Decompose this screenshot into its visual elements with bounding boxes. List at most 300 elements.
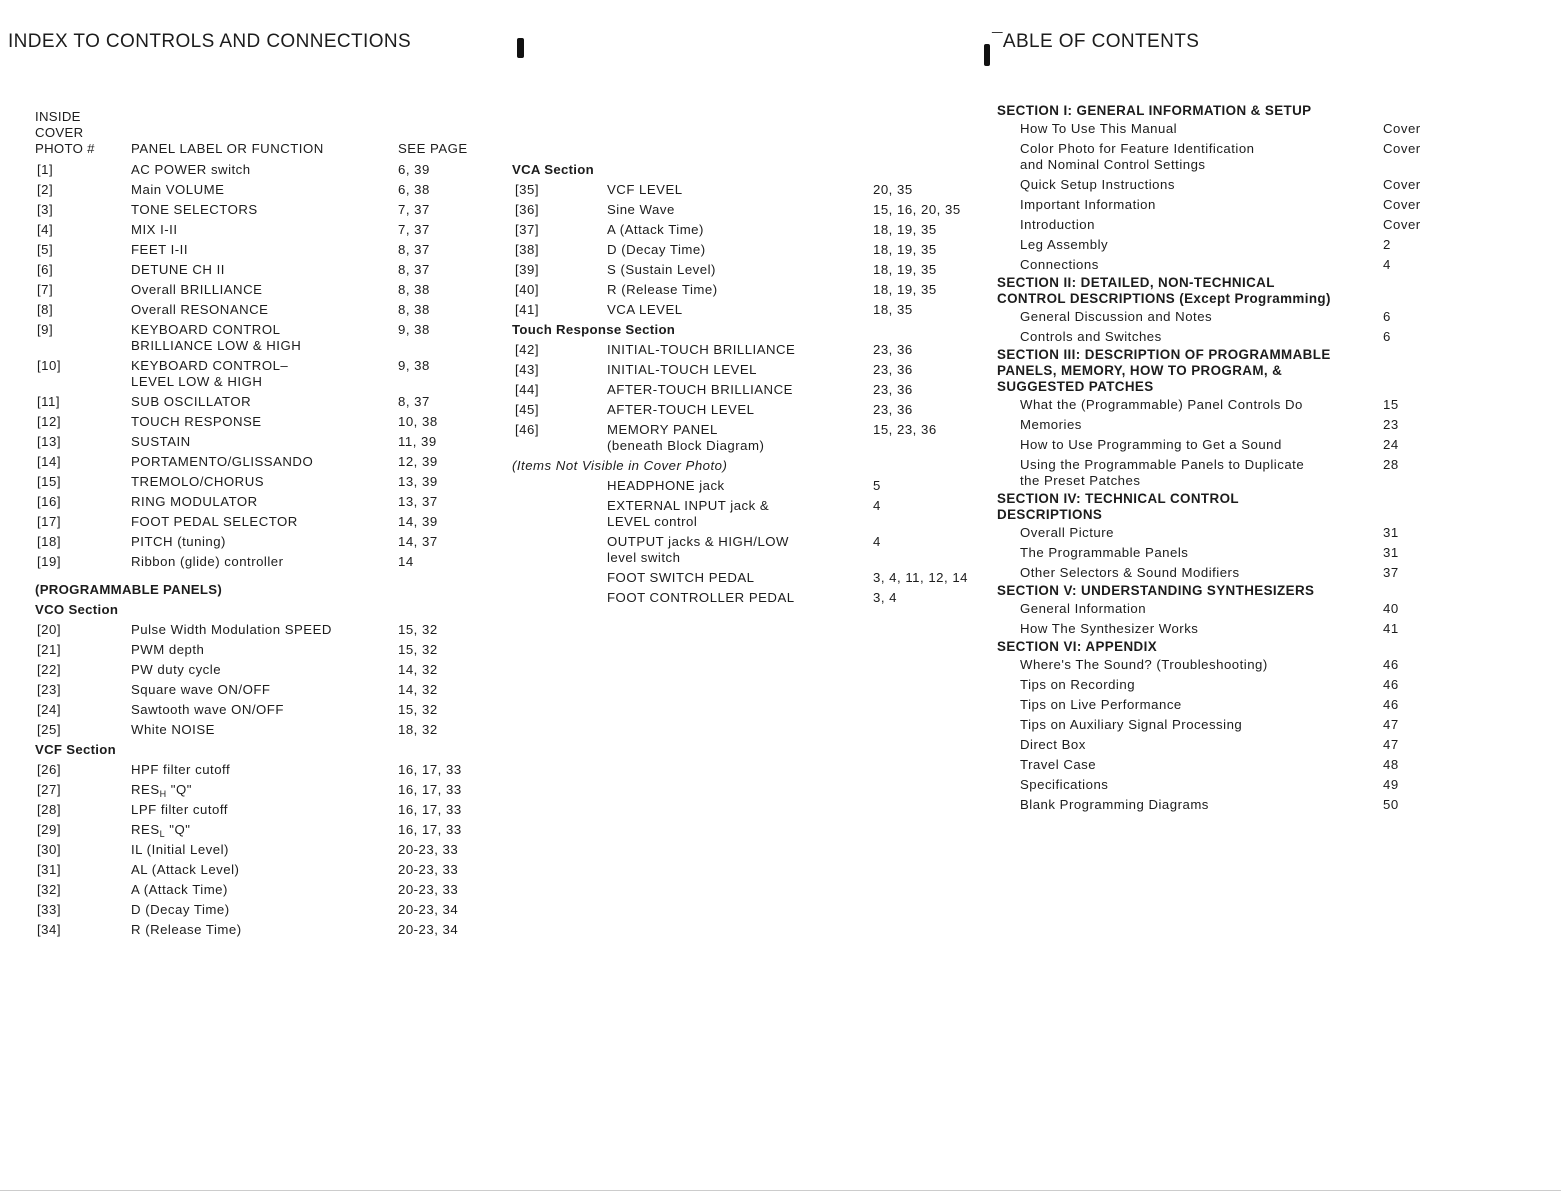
- photo-number: [9]: [37, 322, 54, 337]
- page-reference: 16, 17, 33: [398, 822, 462, 837]
- toc-entry: [997, 563, 1437, 583]
- page-reference: 18, 19, 35: [873, 242, 937, 257]
- index-entry: [35, 552, 495, 572]
- control-label: [131, 280, 262, 300]
- label-text: FOOT CONTROLLER PEDAL: [607, 590, 795, 605]
- label-text: KEYBOARD CONTROL: [131, 322, 281, 337]
- toc-entry-label-continued: and Nominal Control Settings: [1020, 157, 1206, 172]
- page-reference: 18, 32: [398, 722, 438, 737]
- section-heading: Touch Response Section: [512, 322, 676, 337]
- toc-entry: [997, 327, 1437, 347]
- section-heading: VCO Section: [35, 602, 119, 617]
- toc-entry-label: The Programmable Panels: [1020, 545, 1189, 560]
- index-entry: [512, 300, 982, 320]
- label-text: D (Decay Time): [131, 902, 230, 917]
- index-entry: [35, 720, 495, 740]
- photo-number: [30]: [37, 842, 61, 857]
- label-text: PW duty cycle: [131, 662, 222, 677]
- control-label: [131, 880, 228, 900]
- control-label: [131, 800, 228, 820]
- page-reference: 9, 38: [398, 358, 430, 373]
- index-entry: [35, 532, 495, 552]
- label-text: Overall RESONANCE: [131, 302, 269, 317]
- page-reference: 20-23, 33: [398, 842, 459, 857]
- toc-entry-label: Specifications: [1020, 777, 1109, 792]
- toc-page-number: Cover: [1383, 217, 1421, 232]
- photo-number: [44]: [515, 382, 539, 397]
- toc-entry: [997, 235, 1437, 255]
- photo-number: [24]: [37, 702, 61, 717]
- page-reference: 16, 17, 33: [398, 782, 462, 797]
- toc-entry-label: What the (Programmable) Panel Controls Do: [1020, 397, 1303, 412]
- label-text: RES: [131, 822, 160, 837]
- toc-entry: [997, 395, 1437, 415]
- label-text: KEYBOARD CONTROL–: [131, 358, 289, 373]
- page-reference: 6, 38: [398, 182, 430, 197]
- page-reference: 16, 17, 33: [398, 802, 462, 817]
- control-label: [607, 260, 716, 280]
- index-entry: [35, 432, 495, 452]
- control-label: [131, 432, 191, 452]
- photo-number: [33]: [37, 902, 61, 917]
- index-entry: [35, 240, 495, 260]
- index-entry: [35, 160, 495, 180]
- page-reference: 20, 35: [873, 182, 913, 197]
- photo-number: [19]: [37, 554, 61, 569]
- toc-page-number: 47: [1383, 737, 1399, 752]
- index-entry: [35, 820, 495, 840]
- control-label-continued: LEVEL control: [607, 514, 698, 529]
- index-entry: [35, 300, 495, 320]
- label-text: TREMOLO/CHORUS: [131, 474, 265, 489]
- toc-page-number: 6: [1383, 309, 1391, 324]
- page-reference: 15, 32: [398, 642, 438, 657]
- photo-number: [16]: [37, 494, 61, 509]
- toc-entry-label: General Discussion and Notes: [1020, 309, 1213, 324]
- toc-section-heading: [997, 639, 1437, 655]
- toc-entry-label: Tips on Recording: [1020, 677, 1136, 692]
- toc-page-number: 28: [1383, 457, 1399, 472]
- toc-heading-line: DESCRIPTIONS: [997, 507, 1103, 522]
- toc-section-heading: [997, 583, 1437, 599]
- photo-number: [41]: [515, 302, 539, 317]
- index-entry: [35, 220, 495, 240]
- toc-entry-label: How to Use Programming to Get a Sound: [1020, 437, 1282, 452]
- toc-heading-line: PANELS, MEMORY, HOW TO PROGRAM, &: [997, 363, 1283, 378]
- photo-number: [1]: [37, 162, 54, 177]
- label-text: DETUNE CH II: [131, 262, 225, 277]
- index-entry: [512, 380, 982, 400]
- index-entry: [35, 800, 495, 820]
- photo-number: [21]: [37, 642, 61, 657]
- index-entry: [35, 392, 495, 412]
- index-entry: [512, 180, 982, 200]
- toc-page-number: 40: [1383, 601, 1399, 616]
- index-entry: [35, 640, 495, 660]
- photo-number: [29]: [37, 822, 61, 837]
- label-text: AL (Attack Level): [131, 862, 240, 877]
- label-text: AC POWER switch: [131, 162, 251, 177]
- label-text: PORTAMENTO/GLISSANDO: [131, 454, 314, 469]
- index-entry: [35, 880, 495, 900]
- photo-number: [11]: [37, 394, 61, 409]
- control-label: [131, 300, 268, 320]
- control-label: [131, 160, 251, 180]
- toc-page-number: 24: [1383, 437, 1399, 452]
- toc-entry-label: Introduction: [1020, 217, 1095, 232]
- toc-page-number: 15: [1383, 397, 1399, 412]
- label-text: TONE SELECTORS: [131, 202, 258, 217]
- page-reference: 15, 23, 36: [873, 422, 937, 437]
- control-label: [607, 240, 706, 260]
- photo-number: [10]: [37, 358, 61, 373]
- toc-entry: [997, 775, 1437, 795]
- photo-number: [39]: [515, 262, 539, 277]
- index-entry: [35, 860, 495, 880]
- index-entry: [512, 240, 982, 260]
- photo-header-line: PHOTO #: [35, 141, 95, 156]
- label-column-header: PANEL LABEL OR FUNCTION: [131, 141, 324, 156]
- toc-section-heading: [997, 491, 1437, 523]
- control-label: [607, 400, 754, 420]
- toc-section: [997, 491, 1437, 583]
- page-reference: 5: [873, 478, 881, 493]
- toc-entry-label: Other Selectors & Sound Modifiers: [1020, 565, 1240, 580]
- toc-entry: [997, 215, 1437, 235]
- index-entry: [35, 280, 495, 300]
- toc-entry-label: Memories: [1020, 417, 1082, 432]
- page-reference: 14, 32: [398, 682, 438, 697]
- index-entry: [512, 568, 982, 588]
- photo-number: [26]: [37, 762, 61, 777]
- label-text: White NOISE: [131, 722, 215, 737]
- index-entry: [35, 920, 495, 940]
- control-label: [131, 472, 264, 492]
- photo-number: [14]: [37, 454, 61, 469]
- label-text: PITCH (tuning): [131, 534, 226, 549]
- label-text: INITIAL-TOUCH LEVEL: [607, 362, 757, 377]
- toc-page-number: 49: [1383, 777, 1399, 792]
- toc-page-number: Cover: [1383, 121, 1421, 136]
- toc-heading-line: SECTION III: DESCRIPTION OF PROGRAMMABLE: [997, 347, 1331, 362]
- table-of-contents: [997, 103, 1437, 815]
- control-label: [131, 700, 284, 720]
- page-reference: 8, 37: [398, 242, 430, 257]
- control-label: [131, 660, 221, 680]
- photo-number: [27]: [37, 782, 61, 797]
- toc-entry-label: Quick Setup Instructions: [1020, 177, 1175, 192]
- control-label-continued: LEVEL LOW & HIGH: [131, 374, 263, 389]
- index-entry: [35, 620, 495, 640]
- page-reference: 7, 37: [398, 222, 430, 237]
- control-label-continued: level switch: [607, 550, 681, 565]
- toc-heading-line: SUGGESTED PATCHES: [997, 379, 1154, 394]
- toc-section: [997, 103, 1437, 275]
- control-label: [131, 220, 178, 240]
- control-label: [131, 620, 332, 640]
- index-entry: [35, 472, 495, 492]
- label-text: D (Decay Time): [607, 242, 706, 257]
- toc-entry-label: Tips on Live Performance: [1020, 697, 1182, 712]
- page-reference: 14, 32: [398, 662, 438, 677]
- page-reference: 11, 39: [398, 434, 437, 449]
- toc-entry: [997, 415, 1437, 435]
- index-entry: [35, 356, 495, 392]
- index-entry: [512, 532, 982, 568]
- label-text: RES: [131, 782, 160, 797]
- control-label: [131, 392, 251, 412]
- toc-section: [997, 639, 1437, 815]
- photo-header-line: INSIDE: [35, 109, 81, 124]
- photo-number: [18]: [37, 534, 61, 549]
- toc-page-number: 6: [1383, 329, 1391, 344]
- control-label: [607, 300, 683, 320]
- photo-number: [28]: [37, 802, 61, 817]
- photo-number: [23]: [37, 682, 61, 697]
- page-reference: 18, 35: [873, 302, 913, 317]
- toc-page-number: Cover: [1383, 141, 1421, 156]
- control-label: [607, 200, 675, 220]
- toc-entry-label: Important Information: [1020, 197, 1156, 212]
- control-label: [131, 200, 258, 220]
- photo-header-line: COVER: [35, 125, 84, 140]
- photo-number: [5]: [37, 242, 54, 257]
- index-entry: [35, 200, 495, 220]
- photo-number: [36]: [515, 202, 539, 217]
- page-reference: 14: [398, 554, 414, 569]
- control-label: [131, 920, 242, 940]
- page-reference: 3, 4, 11, 12, 14: [873, 570, 969, 585]
- photo-number: [12]: [37, 414, 61, 429]
- control-label: [131, 900, 230, 920]
- photo-number: [37]: [515, 222, 539, 237]
- toc-entry: [997, 655, 1437, 675]
- page-reference: 4: [873, 498, 881, 513]
- control-label: [131, 840, 229, 860]
- index-entry: [512, 476, 982, 496]
- toc-heading-line: SECTION II: DETAILED, NON-TECHNICAL: [997, 275, 1275, 290]
- page-column-header: SEE PAGE: [398, 141, 468, 156]
- label-text: VCA LEVEL: [607, 302, 683, 317]
- page-reference: 8, 37: [398, 262, 430, 277]
- toc-page-number: 41: [1383, 621, 1399, 636]
- page-reference: 13, 39: [398, 474, 438, 489]
- page-reference: 23, 36: [873, 362, 913, 377]
- label-text: INITIAL-TOUCH BRILLIANCE: [607, 342, 796, 357]
- toc-entry-label: Blank Programming Diagrams: [1020, 797, 1209, 812]
- index-entry: [35, 180, 495, 200]
- toc-entry: [997, 755, 1437, 775]
- page-reference: 15, 16, 20, 35: [873, 202, 961, 217]
- control-label: [607, 476, 725, 496]
- toc-heading-line: SECTION I: GENERAL INFORMATION & SETUP: [997, 103, 1312, 118]
- label-text: Pulse Width Modulation SPEED: [131, 622, 332, 637]
- control-label: [131, 240, 188, 260]
- page-reference: 10, 38: [398, 414, 438, 429]
- label-text: FOOT SWITCH PEDAL: [607, 570, 755, 585]
- page-reference: 3, 4: [873, 590, 897, 605]
- section-heading: (PROGRAMMABLE PANELS): [35, 582, 223, 597]
- toc-page-number: 46: [1383, 657, 1399, 672]
- toc-page-number: 46: [1383, 677, 1399, 692]
- control-label: [131, 492, 258, 512]
- control-label: [607, 280, 718, 300]
- toc-page-number: 4: [1383, 257, 1391, 272]
- page-reference: 20-23, 33: [398, 882, 459, 897]
- toc-entry-label: Travel Case: [1020, 757, 1097, 772]
- index-entry: [35, 412, 495, 432]
- toc-entry: [997, 695, 1437, 715]
- section-heading: VCF Section: [35, 742, 116, 757]
- page-reference: 15, 32: [398, 622, 438, 637]
- index-middle-column: [512, 160, 982, 608]
- toc-entry-label-continued: the Preset Patches: [1020, 473, 1141, 488]
- label-text: SUB OSCILLATOR: [131, 394, 252, 409]
- page-reference: 13, 37: [398, 494, 438, 509]
- label-text: FEET I-II: [131, 242, 189, 257]
- index-entry: [512, 260, 982, 280]
- photo-number: [45]: [515, 402, 539, 417]
- toc-entry: [997, 435, 1437, 455]
- page-reference: 6, 39: [398, 162, 430, 177]
- toc-page-number: Cover: [1383, 177, 1421, 192]
- label-text: PWM depth: [131, 642, 205, 657]
- control-label: [607, 568, 754, 588]
- page-reference: 18, 19, 35: [873, 222, 937, 237]
- label-text: A (Attack Time): [607, 222, 704, 237]
- toc-page-number: Cover: [1383, 197, 1421, 212]
- photo-number: [3]: [37, 202, 54, 217]
- control-label: [607, 180, 683, 200]
- label-text: VCF LEVEL: [607, 182, 683, 197]
- control-label: [607, 380, 793, 400]
- index-entry: [512, 200, 982, 220]
- control-label: [131, 260, 225, 280]
- label-text: MEMORY PANEL: [607, 422, 718, 437]
- toc-title: ¯ABLE OF CONTENTS: [992, 31, 1200, 52]
- toc-entry: [997, 599, 1437, 619]
- page-reference: 20-23, 33: [398, 862, 459, 877]
- toc-page-number: 47: [1383, 717, 1399, 732]
- toc-heading-line: CONTROL DESCRIPTIONS (Except Programming): [997, 291, 1331, 306]
- toc-page-number: 31: [1383, 545, 1399, 560]
- label-text: HEADPHONE jack: [607, 478, 725, 493]
- label-text: Overall BRILLIANCE: [131, 282, 263, 297]
- label-text: R (Release Time): [131, 922, 242, 937]
- toc-section-heading: [997, 347, 1437, 395]
- photo-number: [7]: [37, 282, 54, 297]
- control-label: [607, 360, 757, 380]
- label-text: Main VOLUME: [131, 182, 225, 197]
- toc-entry-label: Color Photo for Feature Identification: [1020, 141, 1255, 156]
- label-text: AFTER-TOUCH LEVEL: [607, 402, 755, 417]
- page-edge: [0, 1190, 1561, 1191]
- label-text: "Q": [165, 822, 191, 837]
- photo-number: [4]: [37, 222, 54, 237]
- control-label: [131, 532, 226, 552]
- index-entry: [35, 452, 495, 472]
- photo-number: [31]: [37, 862, 61, 877]
- index-entry: [35, 700, 495, 720]
- toc-section: [997, 275, 1437, 347]
- toc-entry-label: Using the Programmable Panels to Duplicate: [1020, 457, 1305, 472]
- index-entry: [35, 660, 495, 680]
- label-text: Sine Wave: [607, 202, 675, 217]
- toc-entry: [997, 255, 1437, 275]
- page-reference: 15, 32: [398, 702, 438, 717]
- toc-entry: [997, 139, 1437, 175]
- toc-entry-label: Direct Box: [1020, 737, 1086, 752]
- index-entry: [35, 900, 495, 920]
- page-reference: 8, 38: [398, 302, 430, 317]
- label-text: RING MODULATOR: [131, 494, 258, 509]
- index-entry: [35, 320, 495, 356]
- page-reference: 9, 38: [398, 322, 430, 337]
- index-entry: [35, 840, 495, 860]
- toc-section: [997, 583, 1437, 639]
- label-text: LPF filter cutoff: [131, 802, 228, 817]
- photo-number: [15]: [37, 474, 61, 489]
- index-entry: [512, 496, 982, 532]
- photo-number: [38]: [515, 242, 539, 257]
- scan-mark: [984, 44, 990, 66]
- toc-entry-label: Connections: [1020, 257, 1099, 272]
- label-text: MIX I-II: [131, 222, 178, 237]
- photo-number: [40]: [515, 282, 539, 297]
- control-label: [131, 512, 298, 532]
- index-entry: [512, 400, 982, 420]
- control-label: [131, 640, 204, 660]
- label-text: IL (Initial Level): [131, 842, 229, 857]
- label-text: SUSTAIN: [131, 434, 191, 449]
- photo-number: [2]: [37, 182, 54, 197]
- label-text: "Q": [166, 782, 192, 797]
- photo-number: [20]: [37, 622, 61, 637]
- control-label: [131, 452, 313, 472]
- control-label: [131, 680, 270, 700]
- toc-entry-label: Where's The Sound? (Troubleshooting): [1020, 657, 1268, 672]
- control-label: [131, 720, 215, 740]
- toc-page-number: 2: [1383, 237, 1391, 252]
- label-text: Ribbon (glide) controller: [131, 554, 284, 569]
- toc-section-heading: [997, 275, 1437, 307]
- page-reference: 4: [873, 534, 881, 549]
- index-entry: [512, 588, 982, 608]
- toc-heading-line: SECTION V: UNDERSTANDING SYNTHESIZERS: [997, 583, 1315, 598]
- toc-page-number: 50: [1383, 797, 1399, 812]
- toc-page-number: 23: [1383, 417, 1399, 432]
- page-reference: 23, 36: [873, 402, 913, 417]
- index-entry: [512, 220, 982, 240]
- photo-number: [8]: [37, 302, 54, 317]
- label-subscript: H: [159, 789, 167, 799]
- page-reference: 20-23, 34: [398, 922, 459, 937]
- label-text: HPF filter cutoff: [131, 762, 231, 777]
- label-text: R (Release Time): [607, 282, 718, 297]
- index-entry: [35, 680, 495, 700]
- section-heading: VCA Section: [512, 162, 594, 177]
- index-entry: [35, 512, 495, 532]
- control-label: [131, 412, 262, 432]
- label-text: S (Sustain Level): [607, 262, 716, 277]
- toc-entry: [997, 175, 1437, 195]
- control-label: [607, 588, 795, 608]
- toc-heading-line: SECTION IV: TECHNICAL CONTROL: [997, 491, 1239, 506]
- toc-entry-label: Overall Picture: [1020, 525, 1114, 540]
- toc-entry: [997, 523, 1437, 543]
- photo-number: [34]: [37, 922, 61, 937]
- index-entry: [35, 780, 495, 800]
